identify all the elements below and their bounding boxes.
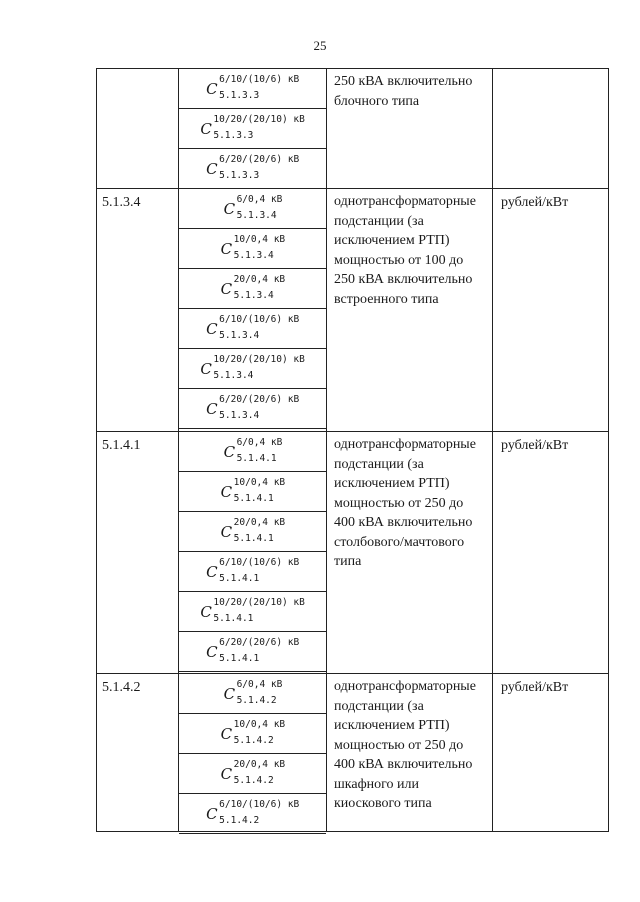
- symbol-subscript: 5.1.3.4: [213, 369, 254, 381]
- symbol-letter: C: [223, 442, 236, 461]
- symbol-subcell: [179, 592, 326, 632]
- symbol-subscript: 5.1.4.1: [233, 492, 274, 504]
- symbol-superscript: 6/10/(10/6) кВ: [219, 556, 300, 568]
- symbol-letter: C: [220, 764, 233, 783]
- description-line: подстанции (за: [334, 213, 424, 229]
- symbol-subcell: [179, 309, 326, 349]
- tariff-symbol: [200, 596, 305, 624]
- tariff-symbol: [223, 678, 283, 706]
- symbol-subcell: [179, 389, 326, 429]
- symbol-subscript: 5.1.3.4: [233, 289, 274, 301]
- symbol-letter: C: [200, 119, 212, 138]
- tariff-symbol: [220, 476, 286, 504]
- symbol-cell: [179, 189, 327, 431]
- description-line: 250 кВА включительно: [334, 272, 473, 287]
- symbol-letter: C: [206, 562, 218, 581]
- symbol-subscript: 5.1.3.4: [219, 329, 260, 341]
- symbol-superscript: 6/20/(20/6) кВ: [219, 636, 300, 648]
- symbol-letter: C: [223, 684, 236, 703]
- description-line: подстанции (за: [334, 698, 424, 714]
- row-code: 5.1.4.1: [97, 432, 179, 673]
- symbol-superscript: 6/10/(10/6) кВ: [219, 73, 300, 85]
- symbol-superscript: 20/0,4 кВ: [233, 758, 286, 770]
- symbol-letter: C: [206, 159, 218, 178]
- table-row: [97, 189, 608, 432]
- tariff-table: [96, 68, 609, 832]
- description-line: мощностью от 250 до: [334, 737, 464, 753]
- symbol-subcell: [179, 432, 326, 472]
- symbol-superscript: 20/0,4 кВ: [233, 516, 286, 528]
- symbol-superscript: 6/20/(20/6) кВ: [219, 393, 300, 405]
- description-line: однотрансформаторные: [334, 679, 476, 694]
- symbol-superscript: 6/10/(10/6) кВ: [219, 798, 300, 810]
- description-line: исключением РТП): [334, 233, 450, 248]
- tariff-symbol: [220, 273, 286, 301]
- symbol-subscript: 5.1.4.1: [219, 652, 260, 664]
- row-unit: рублей/кВт: [501, 680, 569, 695]
- symbol-superscript: 10/20/(20/10) кВ: [213, 353, 305, 365]
- row-description: [327, 69, 493, 188]
- tariff-symbol: [206, 798, 300, 826]
- symbol-cell: [179, 674, 327, 831]
- symbol-superscript: 6/0,4 кВ: [236, 193, 283, 205]
- row-unit: рублей/кВт: [501, 195, 569, 210]
- symbol-subcell: [179, 632, 326, 672]
- symbol-letter: C: [206, 319, 218, 338]
- symbol-letter: C: [200, 602, 212, 621]
- symbol-subscript: 5.1.4.2: [236, 694, 277, 706]
- table-row: [97, 432, 608, 674]
- symbol-superscript: 10/0,4 кВ: [233, 476, 286, 488]
- row-description: [327, 674, 493, 831]
- symbol-subcell: [179, 149, 326, 189]
- symbol-superscript: 10/20/(20/10) кВ: [213, 596, 305, 608]
- symbol-letter: C: [200, 359, 212, 378]
- symbol-letter: C: [220, 279, 233, 298]
- symbol-subscript: 5.1.4.1: [219, 572, 260, 584]
- symbol-subscript: 5.1.4.2: [233, 774, 274, 786]
- symbol-subscript: 5.1.4.2: [219, 814, 260, 826]
- symbol-subcell: [179, 109, 326, 149]
- symbol-subcell: [179, 552, 326, 592]
- symbol-superscript: 6/0,4 кВ: [236, 678, 283, 690]
- symbol-subcell: [179, 472, 326, 512]
- tariff-symbol: [206, 393, 300, 421]
- description-line: мощностью от 100 до: [334, 252, 464, 268]
- symbol-cell: [179, 69, 327, 188]
- description-line: 250 кВА включительно: [334, 74, 473, 89]
- symbol-superscript: 20/0,4 кВ: [233, 273, 286, 285]
- symbol-superscript: 10/0,4 кВ: [233, 718, 286, 730]
- symbol-superscript: 10/20/(20/10) кВ: [213, 113, 305, 125]
- symbol-letter: C: [206, 804, 218, 823]
- table-row: [97, 69, 608, 189]
- description-line: 400 кВА включительно: [334, 757, 473, 772]
- symbol-letter: C: [220, 522, 233, 541]
- symbol-subcell: [179, 189, 326, 229]
- tariff-symbol: [220, 718, 286, 746]
- description-line: мощностью от 250 до: [334, 495, 464, 511]
- row-description: [327, 189, 493, 431]
- description-line: 400 кВА включительно: [334, 515, 473, 530]
- symbol-subscript: 5.1.3.4: [236, 209, 277, 221]
- description-line: типа: [334, 554, 362, 569]
- description-line: встроенного типа: [334, 291, 439, 307]
- symbol-letter: C: [206, 642, 218, 661]
- symbol-letter: C: [206, 399, 218, 418]
- symbol-letter: C: [206, 79, 218, 98]
- description-line: однотрансформаторные: [334, 437, 476, 452]
- tariff-symbol: [200, 113, 305, 141]
- tariff-symbol: [220, 516, 286, 544]
- row-code: [97, 69, 179, 188]
- symbol-subcell: [179, 349, 326, 389]
- symbol-subscript: 5.1.4.1: [236, 452, 277, 464]
- symbol-letter: C: [220, 239, 233, 258]
- symbol-subscript: 5.1.3.3: [219, 89, 260, 101]
- description-line: блочного типа: [334, 93, 420, 109]
- row-description: [327, 432, 493, 673]
- symbol-superscript: 6/0,4 кВ: [236, 436, 283, 448]
- tariff-symbol: [220, 758, 286, 786]
- symbol-superscript: 6/10/(10/6) кВ: [219, 313, 300, 325]
- symbol-subcell: [179, 754, 326, 794]
- symbol-letter: C: [223, 199, 236, 218]
- symbol-superscript: 10/0,4 кВ: [233, 233, 286, 245]
- row-code: 5.1.3.4: [97, 189, 179, 431]
- symbol-letter: C: [220, 724, 233, 743]
- symbol-subscript: 5.1.4.1: [233, 532, 274, 544]
- tariff-symbol: [200, 353, 305, 381]
- symbol-subcell: [179, 69, 326, 109]
- page-number: 25: [313, 38, 327, 53]
- symbol-letter: C: [220, 482, 233, 501]
- symbol-subcell: [179, 794, 326, 834]
- symbol-subcell: [179, 229, 326, 269]
- tariff-symbol: [206, 556, 300, 584]
- row-unit: рублей/кВт: [501, 438, 569, 453]
- tariff-symbol: [223, 193, 283, 221]
- symbol-subscript: 5.1.4.2: [233, 734, 274, 746]
- tariff-symbol: [223, 436, 283, 464]
- description-line: подстанции (за: [334, 456, 424, 472]
- description-line: исключением РТП): [334, 718, 450, 733]
- tariff-symbol: [206, 73, 300, 101]
- tariff-symbol: [206, 636, 300, 664]
- symbol-subcell: [179, 512, 326, 552]
- symbol-subscript: 5.1.3.3: [219, 169, 260, 181]
- row-code: 5.1.4.2: [97, 674, 179, 831]
- symbol-subscript: 5.1.4.1: [213, 612, 254, 624]
- tariff-symbol: [206, 153, 300, 181]
- symbol-subcell: [179, 674, 326, 714]
- row-unit: [493, 69, 608, 188]
- description-line: шкафного или: [334, 776, 420, 792]
- symbol-subcell: [179, 269, 326, 309]
- description-line: столбового/мачтового: [334, 534, 465, 550]
- table-row: [97, 674, 608, 831]
- description-line: киоскового типа: [334, 796, 432, 811]
- tariff-symbol: [206, 313, 300, 341]
- description-line: исключением РТП): [334, 476, 450, 491]
- symbol-subscript: 5.1.3.4: [233, 249, 274, 261]
- description-line: однотрансформаторные: [334, 194, 476, 209]
- symbol-superscript: 6/20/(20/6) кВ: [219, 153, 300, 165]
- symbol-cell: [179, 432, 327, 673]
- symbol-subscript: 5.1.3.3: [213, 129, 254, 141]
- symbol-subscript: 5.1.3.4: [219, 409, 260, 421]
- tariff-symbol: [220, 233, 286, 261]
- symbol-subcell: [179, 714, 326, 754]
